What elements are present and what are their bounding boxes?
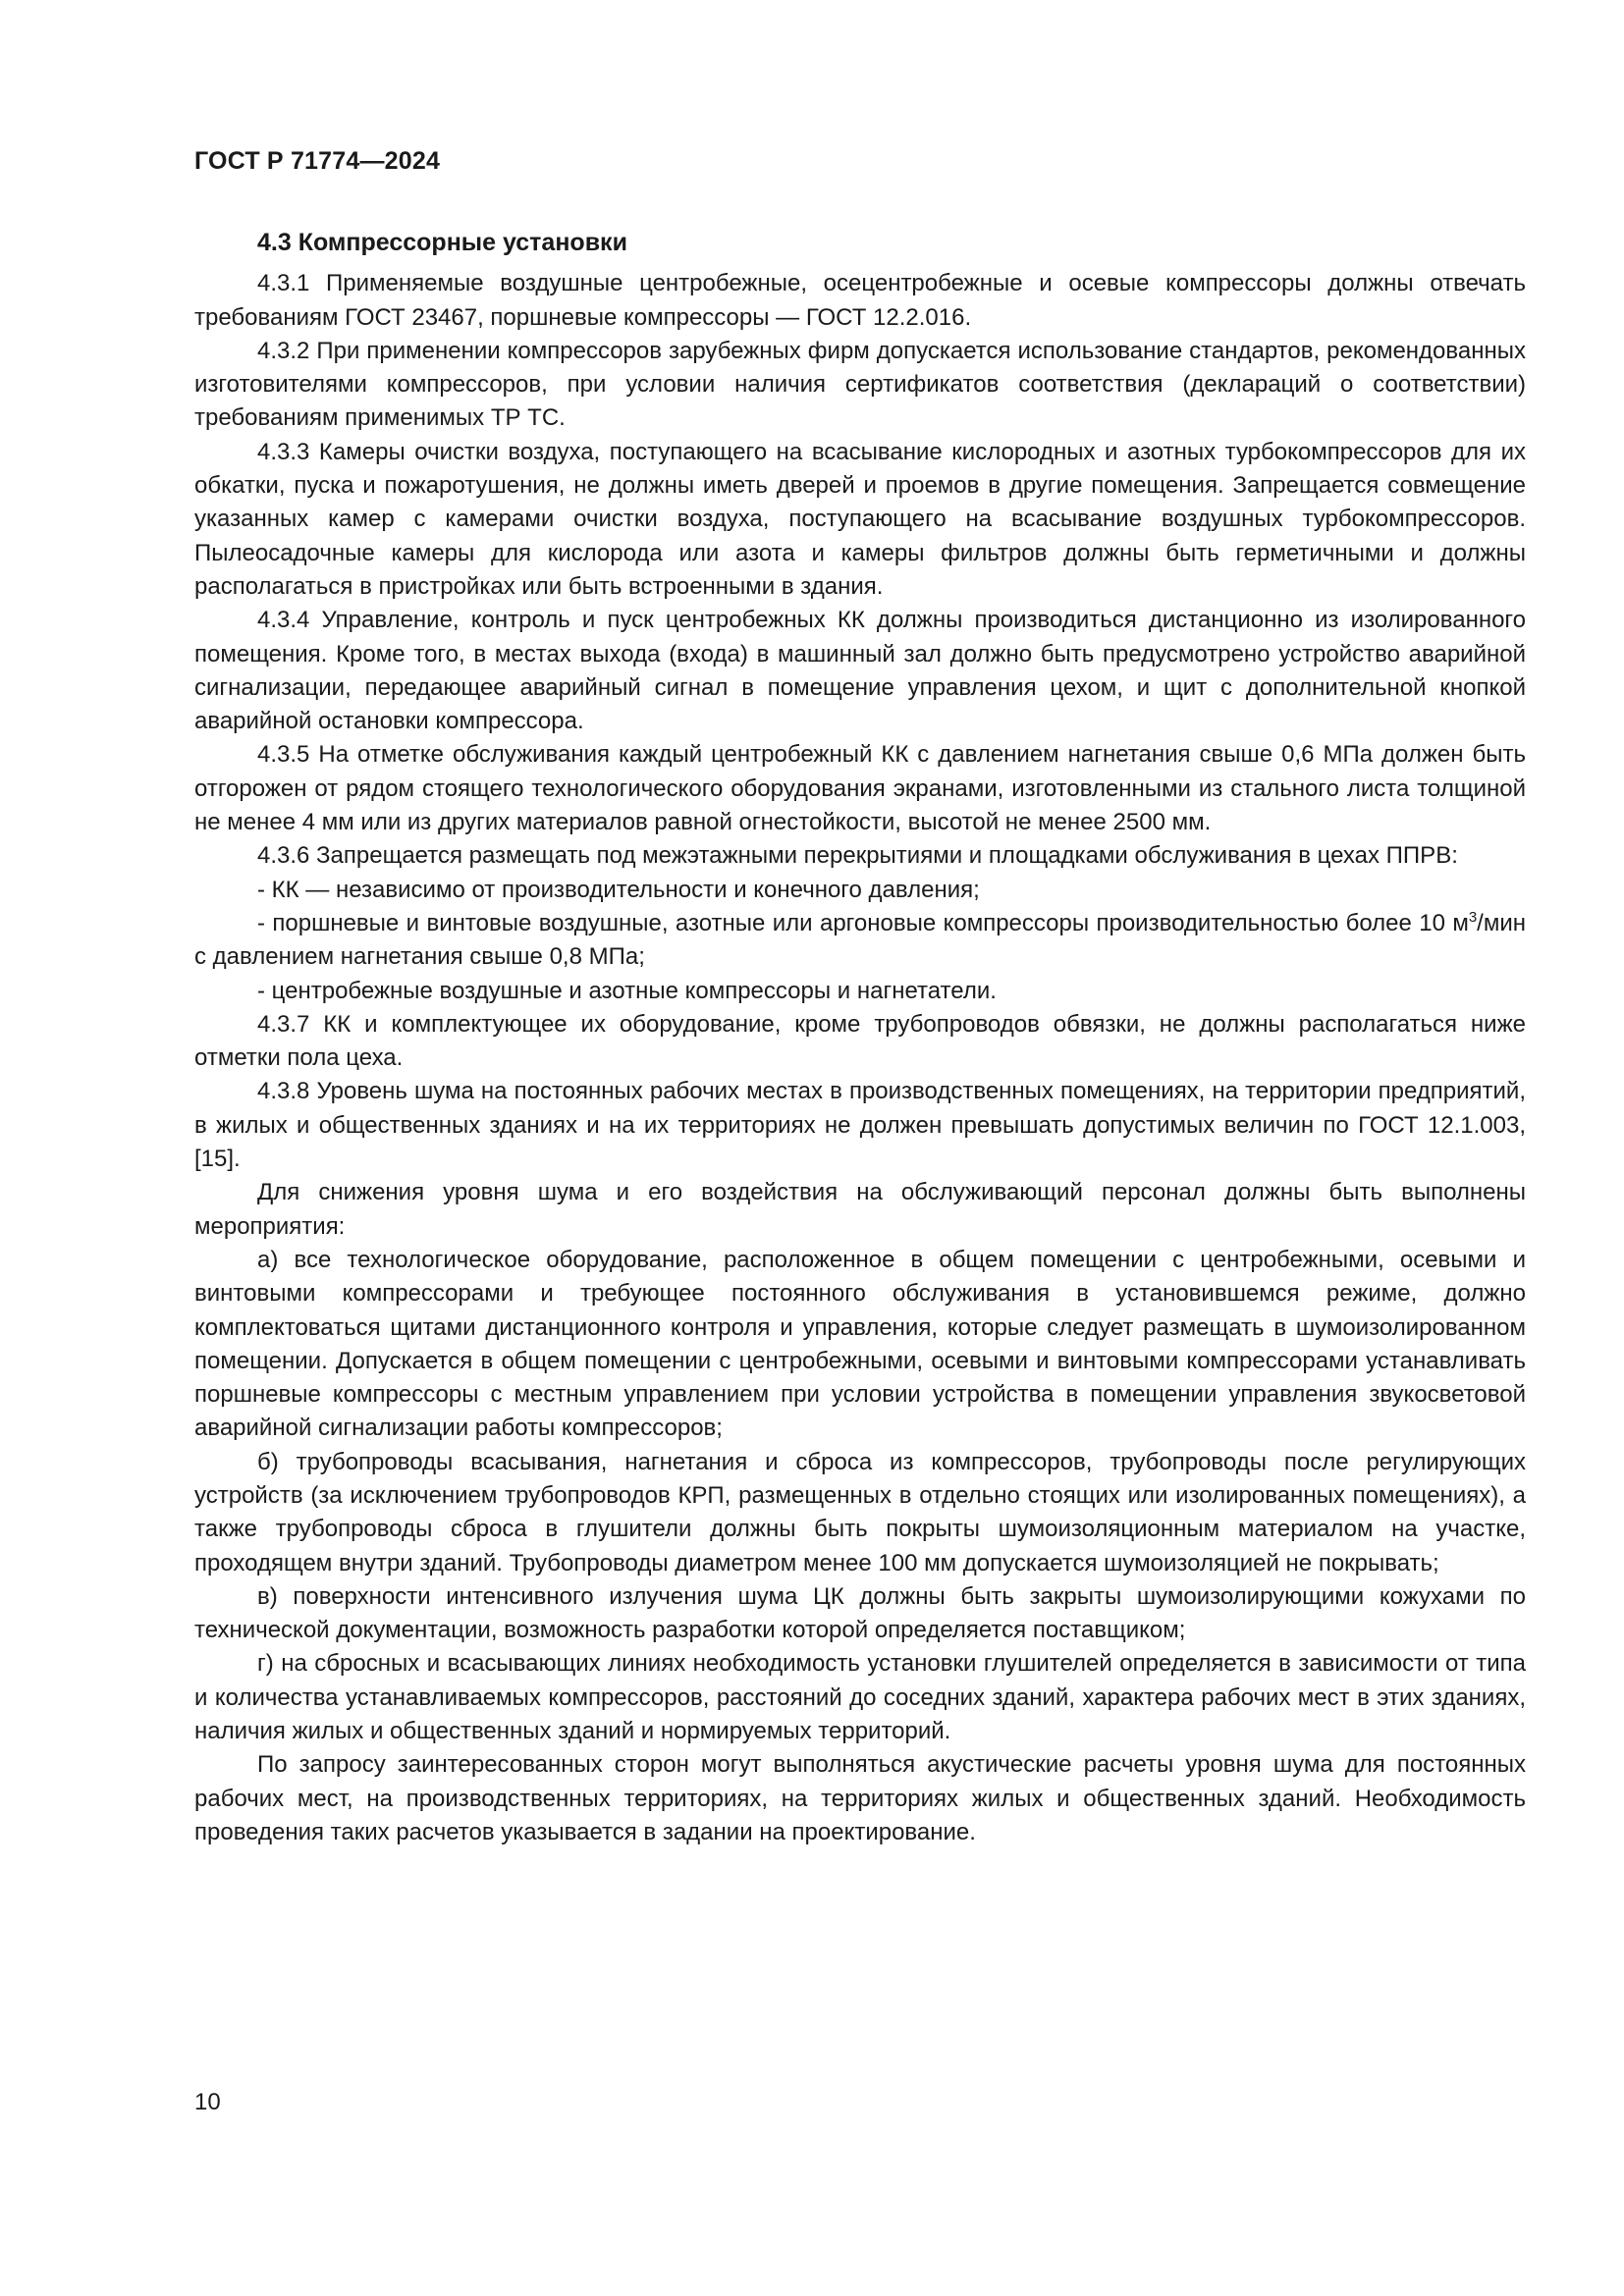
document-body xyxy=(194,226,1526,1849)
section-title: 4.3 Компрессорные установки xyxy=(257,229,627,256)
paragraph-4-3-1: 4.3.1 Применяемые воздушные центробежные, осецентробежные и осевые компрессоры должны отвечать требованиям ГОСТ 23467, поршневые компрессоры — ГОСТ 12.2.016. xyxy=(194,270,1526,331)
paragraph-4-3-8: 4.3.8 Уровень шума на постоянных рабочих местах в производственных помещениях, на территории предприятий, в жилых и общественных зданиях и на их территориях не должен превышать допустимых величин по ГОСТ 12.1.003, [15]. xyxy=(194,1078,1526,1173)
paragraph-4-3-6: 4.3.6 Запрещается размещать под межэтажными перекрытиями и площадками обслуживания в цехах ППРВ: xyxy=(257,842,1458,870)
paragraph-measure-g: г) на сбросных и всасывающих линиях необходимость установки глушителей определяется в зависимости от типа и количества устанавливаемых компрессоров, расстояний до соседних зданий, характера рабочих мест в этих зданиях, наличия жилых и общественных зданий и нормируемых территорий. xyxy=(194,1650,1526,1745)
list-item-kk: - КК — независимо от производительности и конечного давления; xyxy=(257,876,980,903)
paragraph-4-3-2: 4.3.2 При применении компрессоров зарубежных фирм допускается использование стандартов, рекомендованных изготовителями компрессоров, при условии наличия сертификатов соответствия (деклараций о соответствии) требованиям применимых ТР ТС. xyxy=(194,337,1526,432)
paragraph-acoustic-calculations: По запросу заинтересованных сторон могут выполняться акустические расчеты уровня шума для постоянных рабочих мест, на производственных территориях, на территориях жилых и общественных зданий. Необходимость проведения таких расчетов указывается в задании на проектирование. xyxy=(194,1751,1526,1845)
page-number: 10 xyxy=(194,2089,221,2115)
superscript-cubic: 3 xyxy=(1468,908,1478,926)
paragraph-measure-a: а) все технологическое оборудование, расположенное в общем помещении с центробежными, осевыми и винтовыми компрессорами и требующее постоянного обслуживания в установившемся режиме, должно комплектоваться щитами дистанционного контроля и управления, которые следует размещать в шумоизолированном помещении. Допускается в общем помещении с центробежными, осевыми и винтовыми компрессорами устанавливать поршневые компрессоры с местным управлением при условии устройства в помещении управления звукосветовой аварийной сигнализации работы компрессоров; xyxy=(194,1246,1526,1442)
paragraph-4-3-5: 4.3.5 На отметке обслуживания каждый центробежный КК с давлением нагнетания свыше 0,6 МПа должен быть отгорожен от рядом стоящего технологического оборудования экранами, изготовленными из стального листа толщиной не менее 4 мм или из других материалов равной огнестойкости, высотой не менее 2500 мм. xyxy=(194,741,1526,836)
paragraph-4-3-7: 4.3.7 КК и комплектующее их оборудование, кроме трубопроводов обвязки, не должны располагаться ниже отметки пола цеха. xyxy=(194,1010,1526,1072)
document-header: ГОСТ Р 71774—2024 xyxy=(194,147,441,175)
paragraph-4-3-4: 4.3.4 Управление, контроль и пуск центробежных КК должны производиться дистанционно из изолированного помещения. Кроме того, в местах выхода (входа) в машинный зал должно быть предусмотрено устройство аварийной сигнализации, передающее аварийный сигнал в помещение управления цехом, и щит с дополнительной кнопкой аварийной остановки компрессора. xyxy=(194,607,1526,735)
paragraph-measure-v: в) поверхности интенсивного излучения шума ЦК должны быть закрыты шумоизолирующими кожухами по технической документации, возможность разработки которой определяется поставщиком; xyxy=(194,1582,1526,1644)
paragraph-4-3-3: 4.3.3 Камеры очистки воздуха, поступающего на всасывание кислородных и азотных турбокомпрессоров для их обкатки, пуска и пожаротушения, не должны иметь дверей и проемов в другие помещения. Запрещается совмещение указанных камер с камерами очистки воздуха, поступающего на всасывание воздушных турбокомпрессоров. Пылеосадочные камеры для кислорода или азота и камеры фильтров должны быть герметичными и должны располагаться в пристройках или быть встроенными в здания. xyxy=(194,438,1526,600)
list-item-text-before: - поршневые и винтовые воздушные, азотные или аргоновые компрессоры производительностью более 10 м xyxy=(257,909,1469,936)
paragraph-measures-intro: Для снижения уровня шума и его воздействия на обслуживающий персонал должны быть выполнены мероприятия: xyxy=(194,1179,1526,1240)
list-item-centrifugal-compressors: - центробежные воздушные и азотные компрессоры и нагнетатели. xyxy=(257,977,997,1004)
list-item-text-after: /мин с давлением нагнетания свыше 0,8 МПа; xyxy=(194,909,1526,971)
list-item-piston-compressors xyxy=(194,907,1526,975)
paragraph-measure-b: б) трубопроводы всасывания, нагнетания и сброса из компрессоров, трубопроводы после регулирующих устройств (за исключением трубопроводов КРП, размещенных в отдельно стоящих или изолированных помещениях), а также трубопроводы сброса в глушители должны быть покрыты шумоизоляционным материалом на участке, проходящем внутри зданий. Трубопроводы диаметром менее 100 мм допускается шумоизоляцией не покрывать; xyxy=(194,1448,1526,1576)
